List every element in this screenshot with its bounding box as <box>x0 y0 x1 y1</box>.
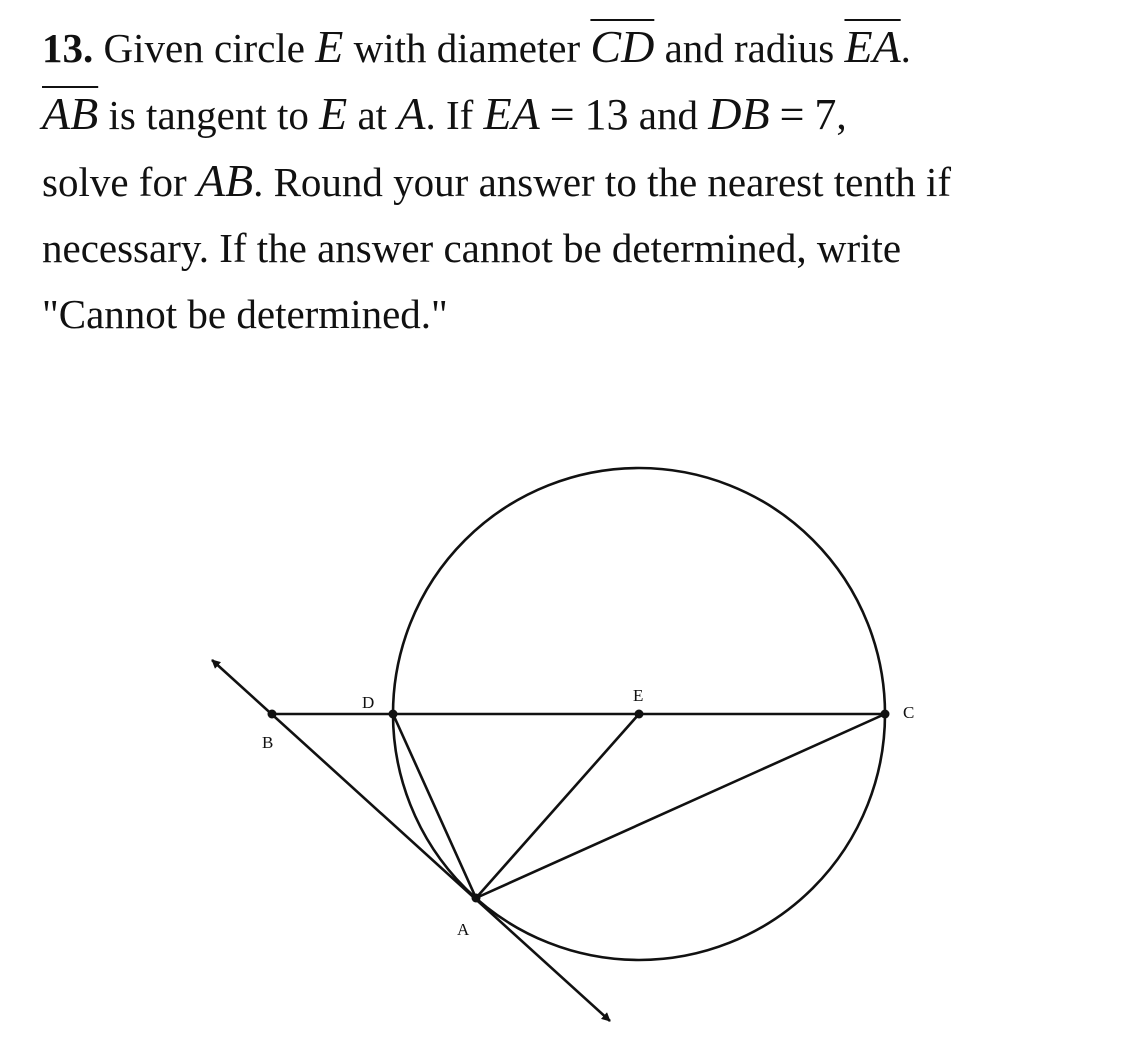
segment-ac <box>476 714 885 898</box>
math-number: 7 <box>814 90 837 139</box>
math-segment: $\overline{CD}$ <box>590 21 655 72</box>
problem-text: necessary. If the answer cannot be determined, write <box>42 225 902 271</box>
label-c: C <box>903 703 915 722</box>
point-a <box>472 894 481 903</box>
label-a: A <box>457 920 470 939</box>
problem-text: . Round your answer to the nearest tenth if <box>253 159 952 205</box>
math-segment: $\overline{AB}$ <box>42 88 99 139</box>
math-number: 13 <box>584 90 629 139</box>
math-segment: EA <box>483 88 540 139</box>
problem-number: 13. <box>42 25 94 71</box>
math-segment: $\overline{EA}$ <box>844 21 901 72</box>
problem-text: and radius <box>664 25 835 71</box>
label-d: D <box>362 693 375 712</box>
math-segment: AB <box>196 155 254 206</box>
problem-text: solve for <box>42 159 187 205</box>
problem-text: . If <box>425 92 474 138</box>
math-variable: E <box>315 21 344 72</box>
math-operator: = <box>779 90 805 139</box>
math-variable: A <box>397 88 426 139</box>
problem-text: and <box>638 92 698 138</box>
label-e: E <box>633 686 644 705</box>
segment-da <box>393 714 476 898</box>
problem-text: "Cannot be determined." <box>42 291 448 337</box>
point-b <box>268 710 277 719</box>
label-b: B <box>262 733 274 752</box>
problem-text: at <box>357 92 388 138</box>
problem-text: is tangent to <box>108 92 309 138</box>
problem-text: Given circle <box>103 25 305 71</box>
punctuation: . <box>900 25 911 71</box>
punctuation: , <box>836 92 847 138</box>
math-segment: DB <box>708 88 770 139</box>
segment-ea <box>476 714 639 898</box>
math-variable: E <box>319 88 348 139</box>
point-d <box>389 710 398 719</box>
point-c <box>881 710 890 719</box>
point-e <box>635 710 644 719</box>
math-operator: = <box>549 90 575 139</box>
problem-text: with diameter <box>353 25 581 71</box>
